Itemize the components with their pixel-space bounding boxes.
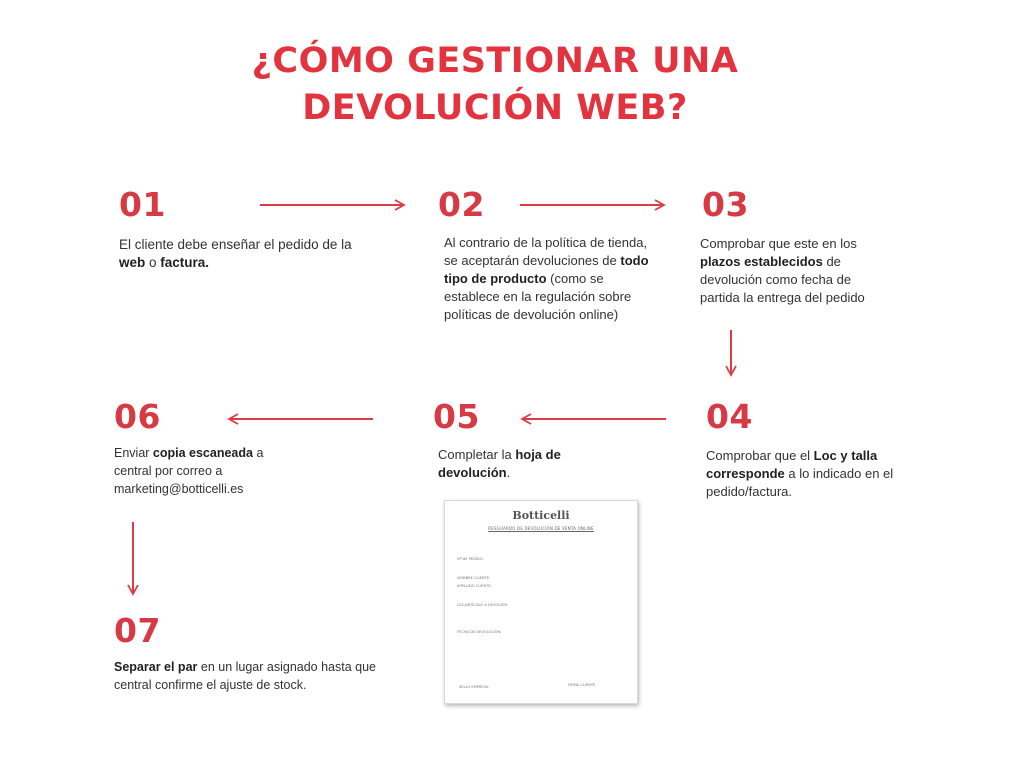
- step-02-number: 02: [438, 185, 485, 224]
- bold-text-segment: copia escaneada: [152, 446, 253, 460]
- step-01-description: [119, 236, 374, 272]
- form-title: RESGUARDO DE DEVOLUCIÓN DE VENTA ONLINE: [488, 526, 594, 531]
- form-footer-stamp: SELLO EMPRESA: [459, 685, 489, 689]
- form-footer-signature: FIRMA CLIENTE: [568, 683, 596, 687]
- text-segment: Comprobar que este en los: [700, 236, 857, 251]
- bold-text-segment: factura.: [160, 255, 210, 270]
- form-logo: Botticelli: [512, 509, 570, 522]
- bold-text-segment: todo tipo de producto: [444, 253, 649, 286]
- step-01-number: 01: [119, 185, 166, 224]
- bold-text-segment: plazos establecidos: [700, 254, 823, 269]
- step-03-description: [700, 235, 890, 307]
- text-segment: en un lugar asignado hasta que central confirme el ajuste de stock.: [114, 660, 377, 692]
- step-07-description: [114, 658, 389, 694]
- form-field-name: NOMBRE CLIENTE:: [457, 576, 491, 580]
- step-02-description: [444, 234, 654, 324]
- text-segment: de devolución como fecha de partida la entrega del pedido: [700, 254, 865, 305]
- text-segment: a lo indicado en el pedido/factura.: [706, 466, 894, 499]
- step-05-description: [438, 446, 598, 482]
- bold-text-segment: web: [119, 255, 146, 270]
- step-03-number: 03: [702, 185, 749, 224]
- form-field-order: Nº DE PEDIDO:: [457, 557, 484, 561]
- bold-text-segment: Separar el par: [114, 660, 198, 674]
- step-06-number: 06: [114, 397, 161, 436]
- text-segment: (como se establece en la regulación sobre políticas de devolución online): [444, 271, 632, 322]
- text-segment: o: [145, 255, 161, 270]
- bold-text-segment: hoja de devolución: [438, 447, 561, 480]
- step-04-number: 04: [706, 397, 753, 436]
- form-field-date: FECHA DE DEVOLUCIÓN:: [457, 630, 502, 634]
- bold-text-segment: Loc y talla corresponde: [706, 448, 878, 481]
- text-segment: Comprobar que el: [706, 448, 814, 463]
- page-title-line-1: ¿CÓMO GESTIONAR UNA: [251, 41, 739, 81]
- text-segment: .: [506, 465, 511, 480]
- form-field-item: LOC/ARTÍCULO A DEVOLVER:: [457, 603, 509, 607]
- page-title-line-2: DEVOLUCIÓN WEB?: [302, 88, 688, 128]
- step-04-description: [706, 447, 926, 501]
- form-field-surname: APELLIDO CLIENTE:: [457, 584, 492, 588]
- return-form-image: [444, 500, 638, 704]
- text-segment: Al contrario de la política de tienda, se aceptarán devoluciones de: [444, 235, 648, 268]
- text-segment: El cliente debe enseñar el pedido de la: [119, 237, 352, 252]
- step-07-number: 07: [114, 611, 161, 650]
- step-06-description: [114, 444, 284, 498]
- step-05-number: 05: [433, 397, 480, 436]
- text-segment: Enviar: [114, 446, 153, 460]
- text-segment: a central por correo a marketing@botticelli.es: [114, 446, 264, 496]
- text-segment: Completar la: [438, 447, 516, 462]
